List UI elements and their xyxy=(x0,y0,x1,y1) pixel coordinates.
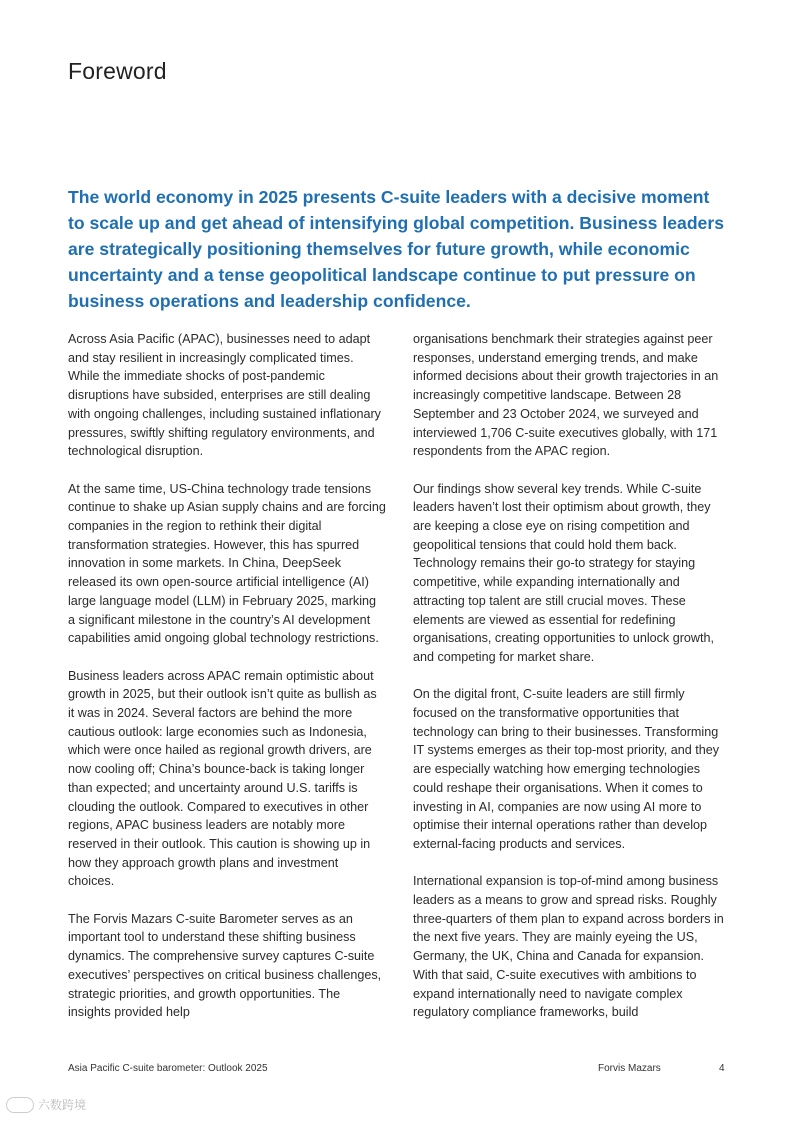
body-paragraph: Our findings show several key trends. While C-suite leaders haven’t lost their optimism about growth, they are keeping a close eye on rising competition and geopolitical tensions that could hold them back. Technology remains their go-to strategy for staying competitive, while expanding internationally and attracting top talent are still crucial moves. These elements are viewed as essential for redefining organisations, creating opportunities to unlock growth, and competing for market share. xyxy=(413,481,715,664)
body-paragraph: International expansion is top-of-mind among business leaders as a means to grow and spread risks. Roughly three-quarters of them plan to expand across borders in the next five years. They are mainly eyeing the US, Germany, the UK, China and Canada for expansion. With that said, C-suite executives with ambitions to expand internationally need to navigate complex regulatory compliance frameworks, build xyxy=(413,874,724,1020)
right-column xyxy=(413,330,731,1041)
page-number: 4 xyxy=(719,1063,725,1074)
page-title: Foreword xyxy=(68,58,167,84)
body-paragraph: organisations benchmark their strategies against peer responses, understand emerging trends, and make informed decisions about their growth trajectories in an increasingly competitive landscape. Between 28 September and 23 October 2024, we surveyed and interviewed 1,706 C-suite executives globally, with 171 respondents from the APAC region. xyxy=(413,332,719,459)
body-paragraph: Business leaders across APAC remain optimistic about growth in 2025, but their outlook isn’t quite as bullish as it was in 2024. Several factors are behind the more cautious outlook: large economies such as Indonesia, which were once hailed as regional growth drivers, are now cooling off; China’s bounce-back is taking longer than expected; and uncertainty around U.S. tariffs is clouding the outlook. Compared to executives in other regions, APAC business leaders are notably more reserved in their outlook. This caution is showing up in how they approach growth plans and investment choices. xyxy=(68,668,377,889)
left-column xyxy=(68,330,386,1041)
footer-report-title: Asia Pacific C-suite barometer: Outlook 2025 xyxy=(68,1063,268,1074)
body-paragraph: At the same time, US-China technology trade tensions continue to shake up Asian supply chains and are forcing companies in the region to rethink their digital transformation strategies. However, this has spurred innovation in some markets. In China, DeepSeek released its own open-source artificial intelligence (AI) large language model (LLM) in February 2025, marking a significant milestone in the country’s AI development capabilities amid ongoing global technology restrictions. xyxy=(68,481,386,646)
body-paragraph: The Forvis Mazars C-suite Barometer serves as an important tool to understand these shifting business dynamics. The comprehensive survey captures C-suite executives’ perspectives on critical business challenges, strategic priorities, and growth opportunities. The insights provided help xyxy=(68,911,382,1020)
footer-brand: Forvis Mazars xyxy=(598,1063,661,1074)
lead-paragraph: The world economy in 2025 presents C-suite leaders with a decisive moment to scale up and get ahead of intensifying global competition. Business leaders are strategically positioning themselves for future growth, while economic uncertainty and a tense geopolitical landscape continue to put pressure on business operations and leadership confidence. xyxy=(68,187,724,311)
watermark-text: 六数跨境 xyxy=(38,1098,87,1112)
body-paragraph: On the digital front, C-suite leaders are still firmly focused on the transformative opportunities that technology can bring to their businesses. Transforming IT systems emerges as their top-most priority, and they are especially watching how emerging technologies could reshape their organisations. When it comes to investing in AI, companies are now using AI more to optimise their internal operations rather than develop external-facing products and services. xyxy=(413,687,720,851)
watermark xyxy=(6,1096,86,1113)
watermark-logo-icon xyxy=(6,1097,34,1113)
body-paragraph: Across Asia Pacific (APAC), businesses need to adapt and stay resilient in increasingly complicated times. While the immediate shocks of post-pandemic disruptions have subsided, enterprises are still dealing with ongoing challenges, including sustained inflationary pressures, swiftly shifting regulatory environments, and technological disruption. xyxy=(68,332,381,459)
